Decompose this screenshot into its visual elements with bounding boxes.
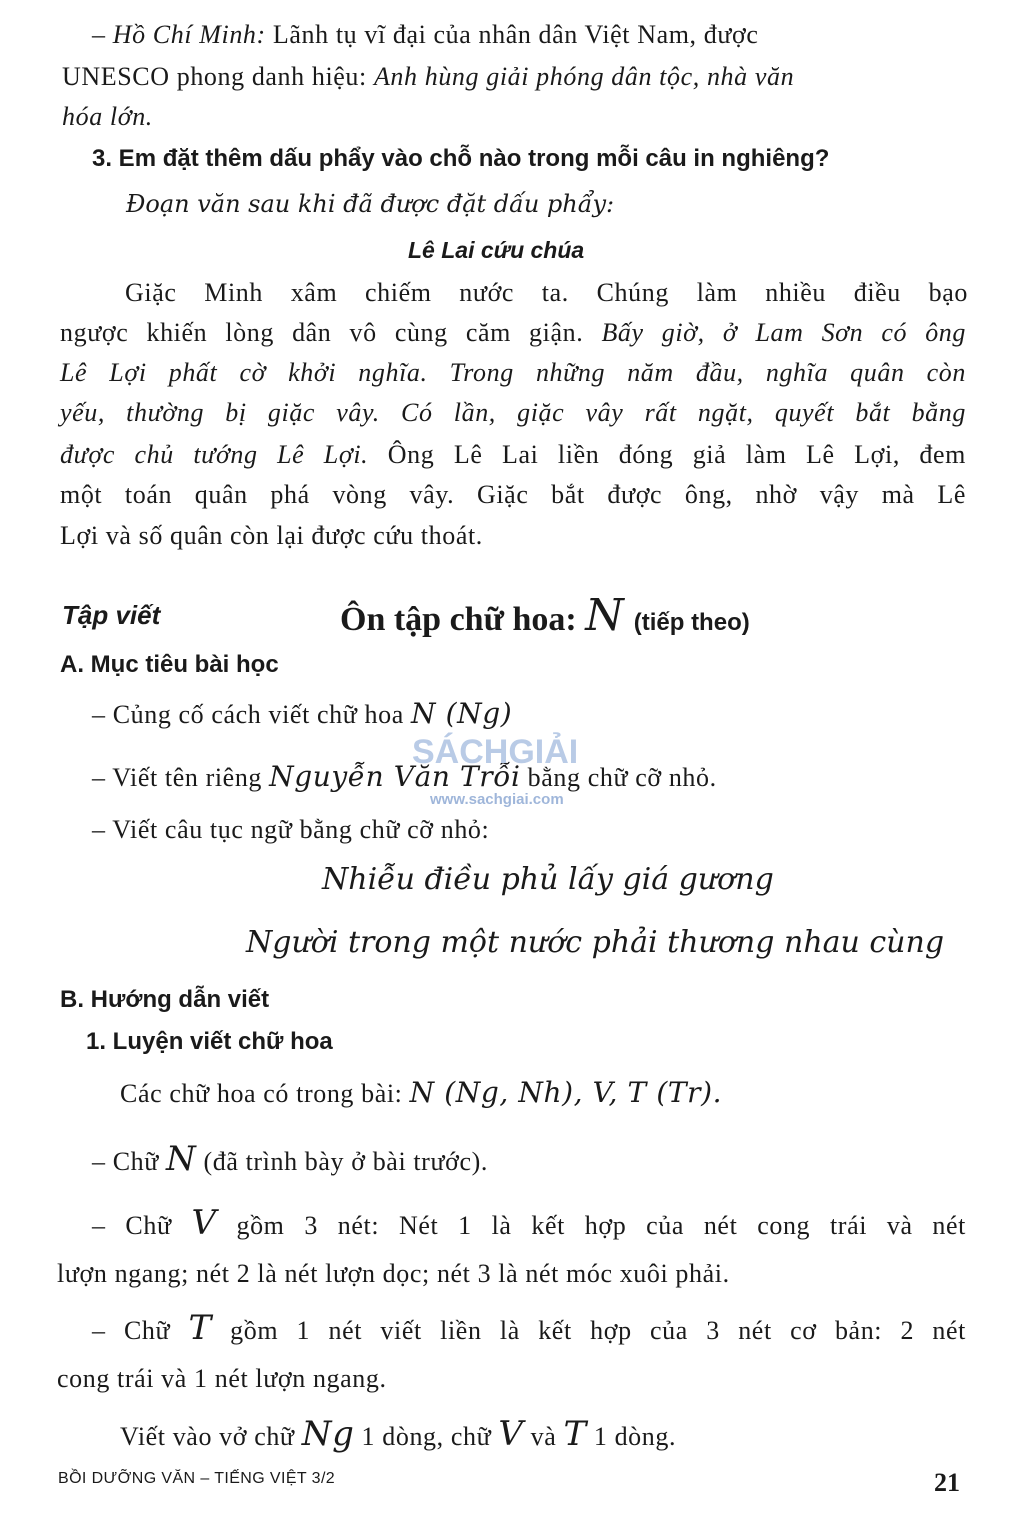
letter-n-note bbox=[92, 1139, 488, 1179]
capitals-list bbox=[120, 1076, 722, 1109]
note-text: – Chữ bbox=[92, 1316, 189, 1345]
passage-line-3 bbox=[60, 358, 966, 388]
passage-line-2 bbox=[60, 318, 966, 348]
note-text: (đã trình bày ở bài trước). bbox=[196, 1147, 488, 1176]
passage-line-7: Lợi và số quân còn lại được cứu thoát. bbox=[60, 521, 483, 550]
script-sample: V bbox=[498, 1414, 524, 1454]
passage-text: ngược khiến lòng dân vô cùng căm giận. bbox=[60, 318, 602, 347]
passage-line-1 bbox=[125, 278, 968, 308]
note-text: – Chữ bbox=[92, 1147, 167, 1176]
lesson-heading-text: Ôn tập chữ hoa: bbox=[340, 601, 586, 638]
subsection-1-title: 1. Luyện viết chữ hoa bbox=[86, 1028, 333, 1055]
writing-instruction bbox=[120, 1414, 676, 1454]
footer-book-title: BỒI DƯỠNG VĂN – TIẾNG VIỆT 3/2 bbox=[58, 1470, 336, 1487]
note-text: gồm 1 nét viết liền là kết hợp của 3 nét cơ bản: 2 nét bbox=[211, 1316, 966, 1345]
script-sample: N bbox=[166, 1139, 197, 1179]
objective-2 bbox=[92, 760, 717, 793]
hcm-text: Lãnh tụ vĩ đại của nhân dân Việt Nam, được bbox=[265, 20, 759, 49]
exercise-3-intro: Đoạn văn sau khi đã được đặt dấu phẩy: bbox=[126, 190, 615, 218]
note-text: gồm 3 nét: Nét 1 là kết hợp của nét cong trái và nét bbox=[216, 1211, 966, 1240]
objective-text: – Viết tên riêng bbox=[92, 763, 270, 792]
hcm-line-1 bbox=[92, 20, 759, 50]
heading-script-letter: N bbox=[585, 590, 624, 641]
dash: – bbox=[92, 20, 113, 49]
objective-text: bằng chữ cỡ nhỏ. bbox=[520, 763, 717, 792]
watermark-logo: SÁCHGIẢI bbox=[412, 733, 579, 771]
note-text: 1 dòng, chữ bbox=[354, 1422, 499, 1451]
passage-italic: yếu, thường bị giặc vây. Có lần, giặc vây rất ngặt, quyết bắt bằng bbox=[60, 398, 966, 427]
passage-text: Ông Lê Lai liền đóng giả làm Lê Lợi, đem bbox=[368, 440, 966, 469]
script-sample: V bbox=[191, 1203, 217, 1243]
heading-suffix: (tiếp theo) bbox=[633, 609, 750, 636]
letter-t-line-1 bbox=[92, 1308, 966, 1348]
script-sample: T bbox=[563, 1414, 587, 1454]
passage-line-4 bbox=[60, 398, 966, 428]
hcm-name: Hồ Chí Minh: bbox=[112, 20, 266, 49]
passage-italic: được chủ tướng Lê Lợi. bbox=[60, 440, 369, 469]
objective-text: – Củng cố cách viết chữ hoa bbox=[92, 700, 411, 729]
passage-italic: Bấy giờ, ở Lam Sơn có ông bbox=[601, 318, 966, 347]
note-text: Viết vào vở chữ bbox=[120, 1422, 302, 1451]
passage-italic: Lê Lợi phất cờ khởi nghĩa. Trong những năm đầu, nghĩa quân còn bbox=[60, 358, 966, 387]
proverb-line-2: Người trong một nước phải thương nhau cùng bbox=[246, 925, 945, 960]
objective-3: – Viết câu tục ngữ bằng chữ cỡ nhỏ: bbox=[92, 815, 490, 844]
hcm-text-2: UNESCO phong danh hiệu: bbox=[62, 62, 374, 91]
passage-text: Giặc Minh xâm chiếm nước ta. Chúng làm nhiều điều bạo bbox=[125, 278, 968, 307]
section-label: Tập viết bbox=[62, 600, 161, 630]
note-text: – Chữ bbox=[92, 1211, 192, 1240]
letter-v-line-1 bbox=[92, 1203, 966, 1243]
hcm-line-3: hóa lớn. bbox=[62, 102, 153, 131]
letter-v-line-2: lượn ngang; nét 2 là nét lượn dọc; nét 3 là nét móc xuôi phải. bbox=[57, 1259, 730, 1288]
objective-1 bbox=[92, 697, 512, 730]
letter-t-line-2: cong trái và 1 nét lượn ngang. bbox=[57, 1364, 387, 1393]
section-b-title: B. Hướng dẫn viết bbox=[60, 986, 270, 1013]
hcm-line-2 bbox=[62, 62, 794, 92]
script-sample: T bbox=[188, 1308, 212, 1348]
capitals-text: Các chữ hoa có trong bài: bbox=[120, 1079, 410, 1108]
script-sample: Nguyễn Văn Trỗi bbox=[269, 760, 521, 793]
note-text: 1 dòng. bbox=[586, 1422, 677, 1451]
passage-title: Lê Lai cứu chúa bbox=[408, 237, 585, 263]
passage-text: một toán quân phá vòng vây. Giặc bắt được ông, nhờ vậy mà Lê bbox=[60, 480, 966, 509]
exercise-3-question: 3. Em đặt thêm dấu phẩy vào chỗ nào trong mỗi câu in nghiêng? bbox=[92, 145, 830, 172]
proverb-line-1: Nhiễu điều phủ lấy giá gương bbox=[322, 862, 774, 897]
hcm-title-italic: Anh hùng giải phóng dân tộc, nhà văn bbox=[373, 62, 795, 91]
page-number: 21 bbox=[934, 1468, 960, 1497]
passage-line-5 bbox=[60, 440, 966, 470]
script-sample: N (Ng) bbox=[410, 697, 513, 730]
passage-line-6 bbox=[60, 480, 966, 510]
script-sample: N (Ng, Nh), V, T (Tr). bbox=[409, 1076, 723, 1109]
lesson-heading bbox=[340, 590, 750, 641]
watermark-url: www.sachgiai.com bbox=[430, 791, 564, 808]
section-a-title: A. Mục tiêu bài học bbox=[60, 651, 279, 678]
script-sample: Ng bbox=[301, 1414, 355, 1454]
note-text: và bbox=[523, 1422, 564, 1451]
